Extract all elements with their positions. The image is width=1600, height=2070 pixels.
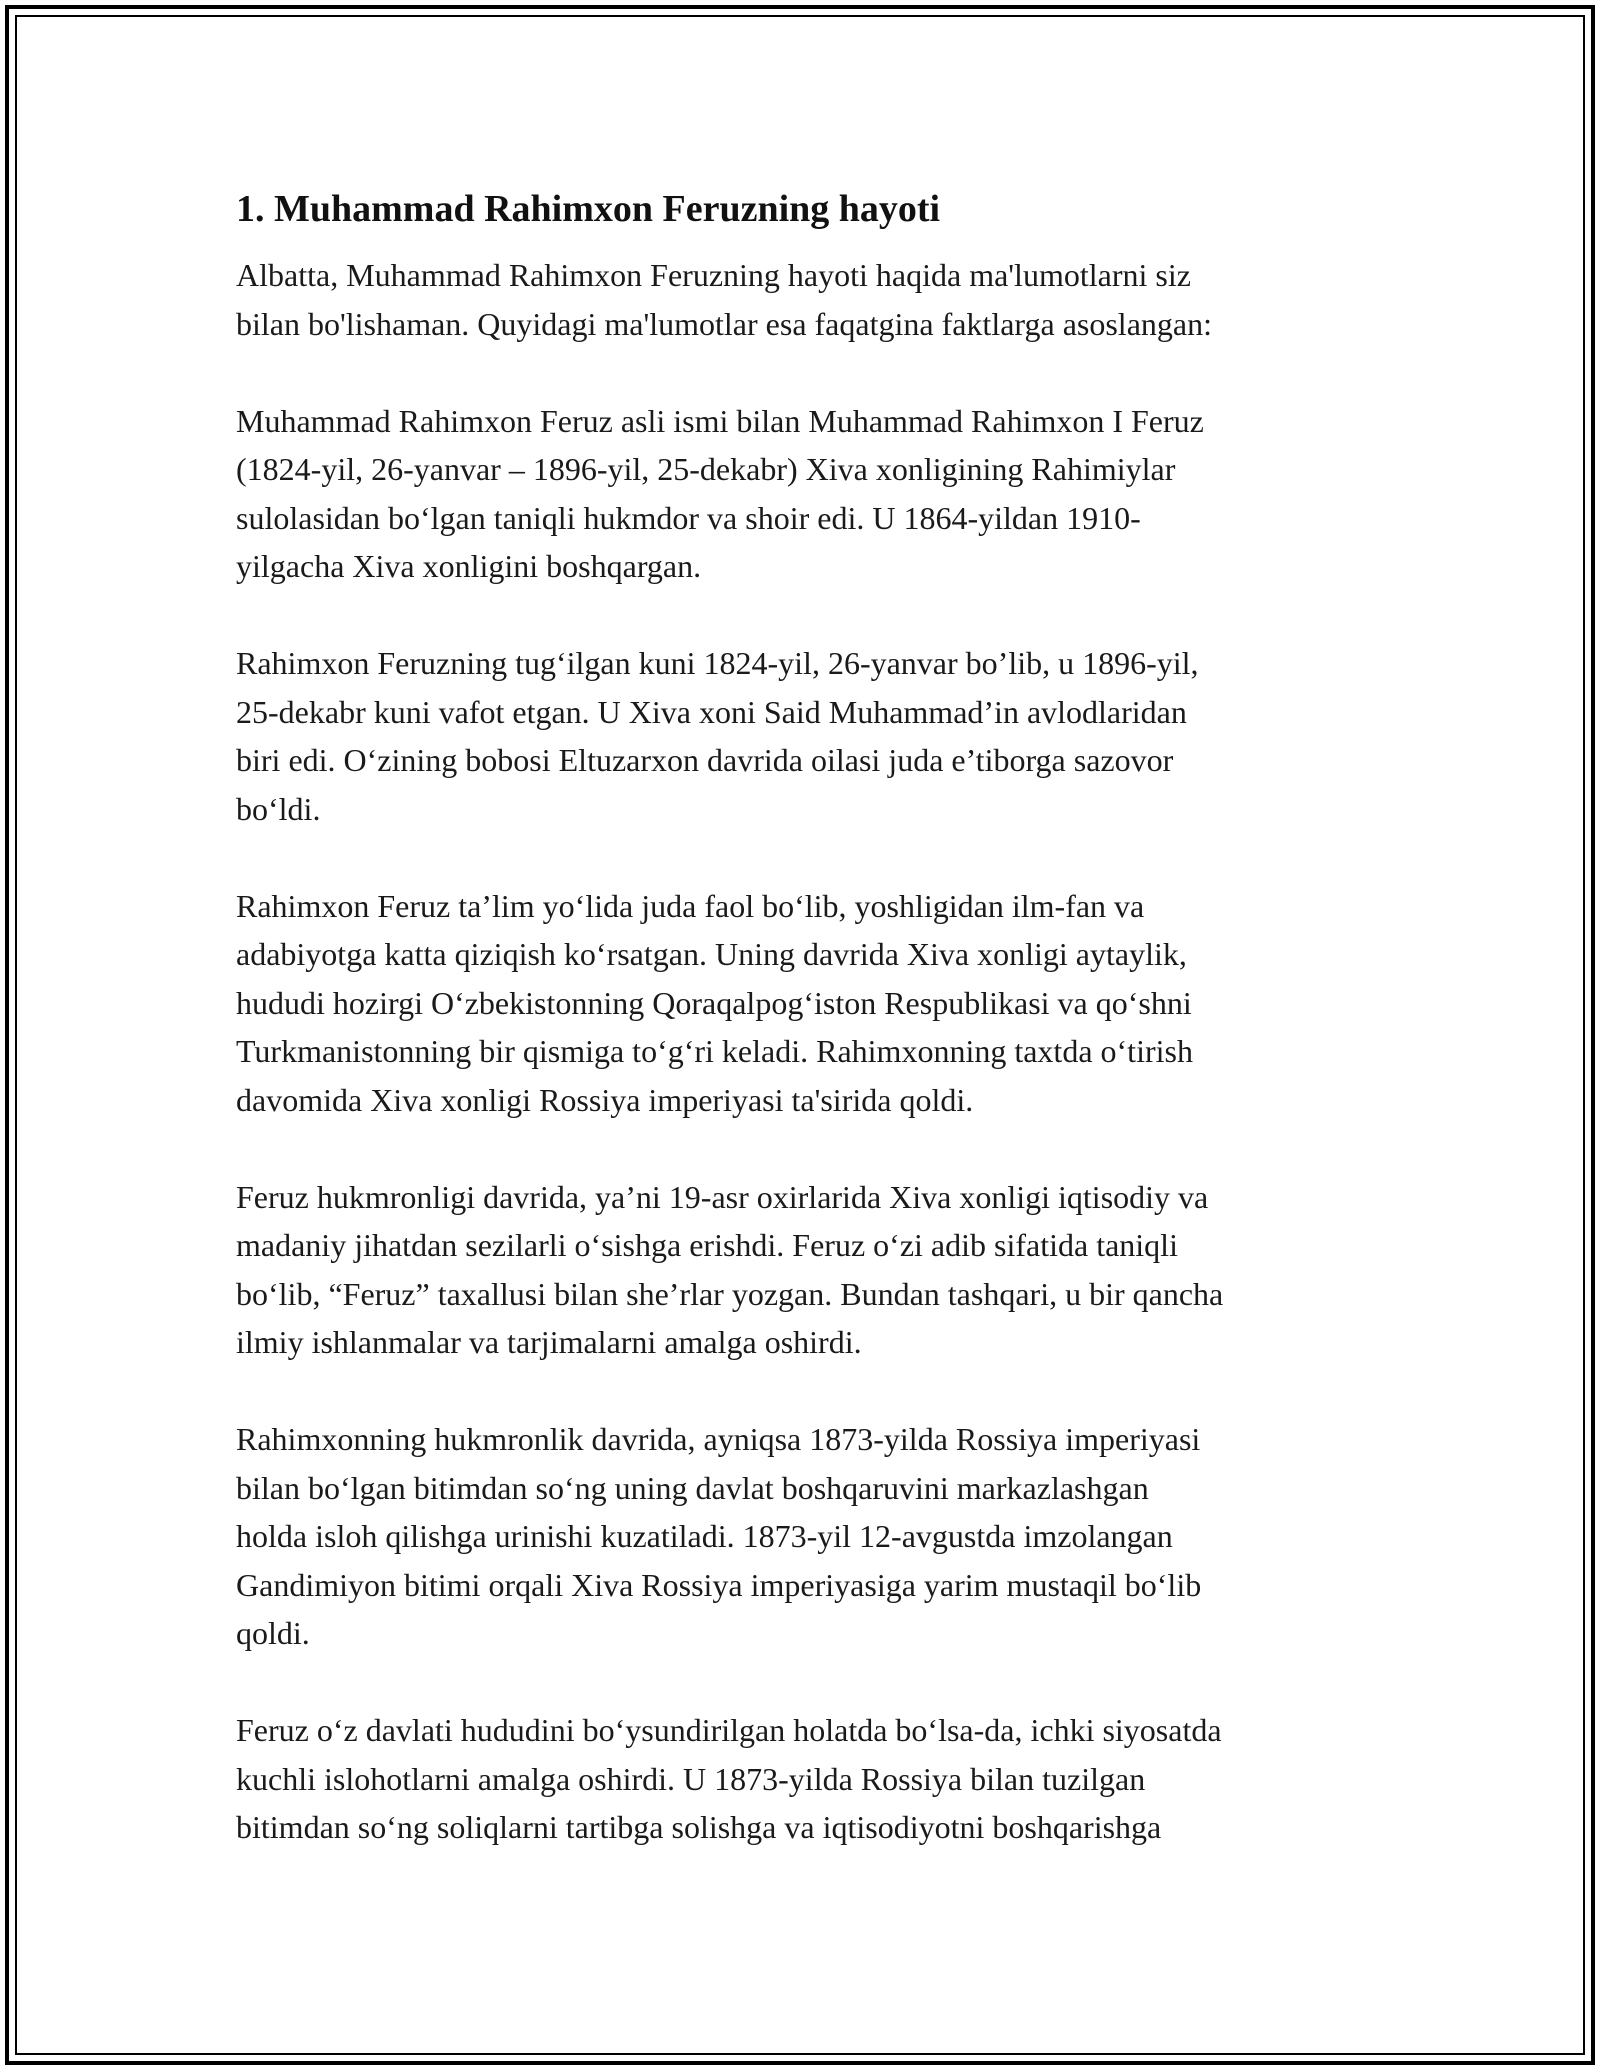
paragraph-line: boʻlib, “Feruz” taxallusi bilan she’rlar yozgan. Bundan tashqari, u bir qancha <box>236 1275 1224 1312</box>
paragraph-line: hududi hozirgi Oʻzbekistonning Qoraqalpogʻiston Respublikasi va qoʻshni <box>236 984 1192 1021</box>
paragraph-line: bilan bo'lishaman. Quyidagi ma'lumotlar esa faqatgina faktlarga asoslangan: <box>236 305 1212 342</box>
paragraph-line: Feruz oʻz davlati hududini boʻysundirilgan holatda boʻlsa-da, ichki siyosatda <box>236 1712 1222 1748</box>
paragraph-line: Gandimiyon bitimi orqali Xiva Rossiya imperiyasiga yarim mustaqil boʻlib <box>236 1566 1202 1603</box>
paragraph-intro <box>236 251 1376 348</box>
paragraph-line: Feruz hukmronligi davrida, ya’ni 19-asr oxirlarida Xiva xonligi iqtisodiy va <box>236 1178 1209 1215</box>
document-body <box>236 185 1376 1900</box>
paragraph-line: ilmiy ishlanmalar va tarjimalarni amalga oshirdi. <box>236 1324 862 1360</box>
paragraph-name-and-dates <box>236 397 1376 591</box>
paragraph-line: bitimdan soʻng soliqlarni tartibga solishga va iqtisodiyotni boshqarishga <box>236 1809 1162 1845</box>
paragraph-line: madaniy jihatdan sezilarli oʻsishga erishdi. Feruz oʻzi adib sifatida taniqli <box>236 1227 1178 1263</box>
paragraph-line: davomida Xiva xonligi Rossiya imperiyasi ta'sirida qoldi. <box>236 1081 974 1118</box>
paragraph-line: bilan boʻlgan bitimdan soʻng uning davlat boshqaruvini markazlashgan <box>236 1469 1149 1506</box>
paragraph-1873-treaty <box>236 1415 1376 1658</box>
paragraph-reign-and-poetry <box>236 1173 1376 1367</box>
paragraph-line: Albatta, Muhammad Rahimxon Feruzning hayoti haqida ma'lumotlarni siz <box>236 257 1191 293</box>
paragraph-line: yilgacha Xiva xonligini boshqargan. <box>236 548 702 584</box>
document-title: 1. Muhammad Rahimxon Feruzning hayoti <box>236 188 941 230</box>
paragraph-line: sulolasidan boʻlgan taniqli hukmdor va shoir edi. U 1864-yildan 1910- <box>236 499 1141 536</box>
paragraph-birth-and-family <box>236 639 1376 833</box>
paragraph-line: kuchli islohotlarni amalga oshirdi. U 1873-yilda Rossiya bilan tuzilgan <box>236 1760 1146 1797</box>
paragraph-line: holda isloh qilishga urinishi kuzatiladi. 1873-yil 12-avgustda imzolangan <box>236 1518 1173 1554</box>
paragraph-line: boʻldi. <box>236 790 321 827</box>
paragraph-line: qoldi. <box>236 1615 310 1651</box>
paragraph-line: Turkmanistonning bir qismiga toʻgʻri keladi. Rahimxonning taxtda oʻtirish <box>236 1033 1193 1069</box>
paragraph-line: (1824-yil, 26-yanvar – 1896-yil, 25-dekabr) Xiva xonligining Rahimiylar <box>236 451 1176 487</box>
paragraph-line: Muhammad Rahimxon Feruz asli ismi bilan Muhammad Rahimxon I Feruz <box>236 402 1204 439</box>
paragraph-line: adabiyotga katta qiziqish koʻrsatgan. Uning davrida Xiva xonligi aytaylik, <box>236 936 1187 972</box>
paragraph-line: Rahimxon Feruz ta’lim yoʻlida juda faol boʻlib, yoshligidan ilm-fan va <box>236 887 1145 924</box>
paragraph-line: biri edi. Oʻzining bobosi Eltuzarxon davrida oilasi juda e’tiborga sazovor <box>236 742 1174 778</box>
paragraph-line: Rahimxon Feruzning tugʻilgan kuni 1824-yil, 26-yanvar bo’lib, u 1896-yil, <box>236 645 1199 681</box>
paragraph-line: Rahimxonning hukmronlik davrida, ayniqsa 1873-yilda Rossiya imperiyasi <box>236 1421 1201 1457</box>
paragraph-internal-reforms <box>236 1706 1376 1852</box>
paragraph-line: 25-dekabr kuni vafot etgan. U Xiva xoni Said Muhammad’in avlodlaridan <box>236 693 1187 730</box>
paragraph-education-and-territory <box>236 882 1376 1125</box>
